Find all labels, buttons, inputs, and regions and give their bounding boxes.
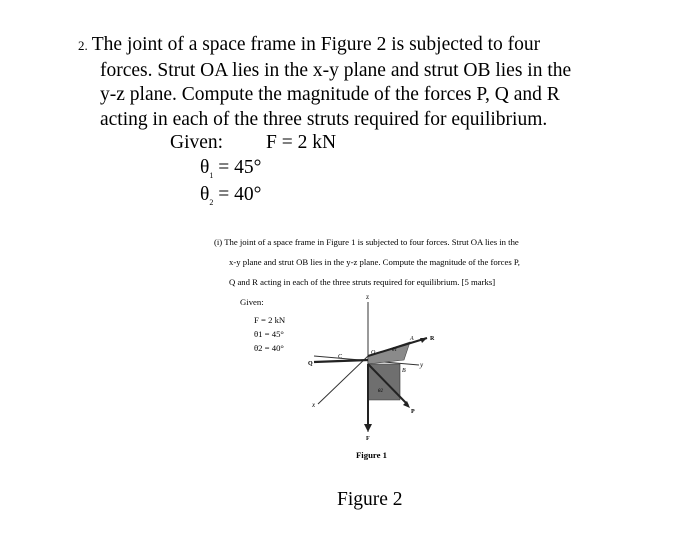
space-frame-diagram [214,232,530,468]
label-y: y [420,361,424,369]
x-axis [318,356,368,404]
inset-given-label: Given: [240,297,264,307]
label-x: x [312,401,316,409]
strut-oc [314,360,368,362]
problem-statement [78,33,678,132]
problem-number: 2. [78,38,88,53]
label-b: B [402,368,406,374]
inset-line-2: x-y plane and strut OB lies in the y-z plane. Compute the magnitude of the forces P, [229,257,520,267]
problem-line-1: 2. The joint of a space frame in Figure 2 is subjected to four [78,34,541,55]
label-theta1: θ1 [392,348,397,353]
figure-2-caption: Figure 2 [337,489,403,510]
inset-given: Given: F = 2 kN θ1 = 45° θ2 = 40° [240,297,286,353]
inset-line-3: Q and R acting in each of the three struts required for equilibrium. [5 marks] [229,277,496,287]
problem-line-2: forces. Strut OA lies in the x-y plane and strut OB lies in the [100,59,572,81]
inset-line-1: (i) The joint of a space frame in Figure 1 is subjected to four forces. Strut OA lies in the [214,237,519,247]
figure-1-caption: Figure 1 [356,450,387,460]
label-z: z [366,293,370,301]
given-force-row [170,132,336,154]
label-theta2: θ2 [378,389,383,394]
label-a: A [410,336,414,342]
given-label: Given: [170,132,224,153]
label-q: Q [308,361,313,367]
problem-line-4: acting in each of the three struts required for equilibrium. [100,108,548,130]
embedded-figure-image [214,232,530,468]
label-r: R [430,336,435,342]
problem-line-3: y-z plane. Compute the magnitude of the forces P, Q and R [100,84,560,105]
f-arrowhead [364,424,372,432]
label-o: O [371,350,376,356]
label-f: F [366,436,370,442]
label-p: P [411,409,415,415]
r-arrowhead [420,338,427,343]
given-theta1: $\theta_1 = 45^\circ$ [200,157,262,180]
given-theta2: $\theta_2 = 40^\circ$ [200,184,262,207]
given-force: F = 2 kN [266,132,337,153]
label-c: C [338,354,343,360]
